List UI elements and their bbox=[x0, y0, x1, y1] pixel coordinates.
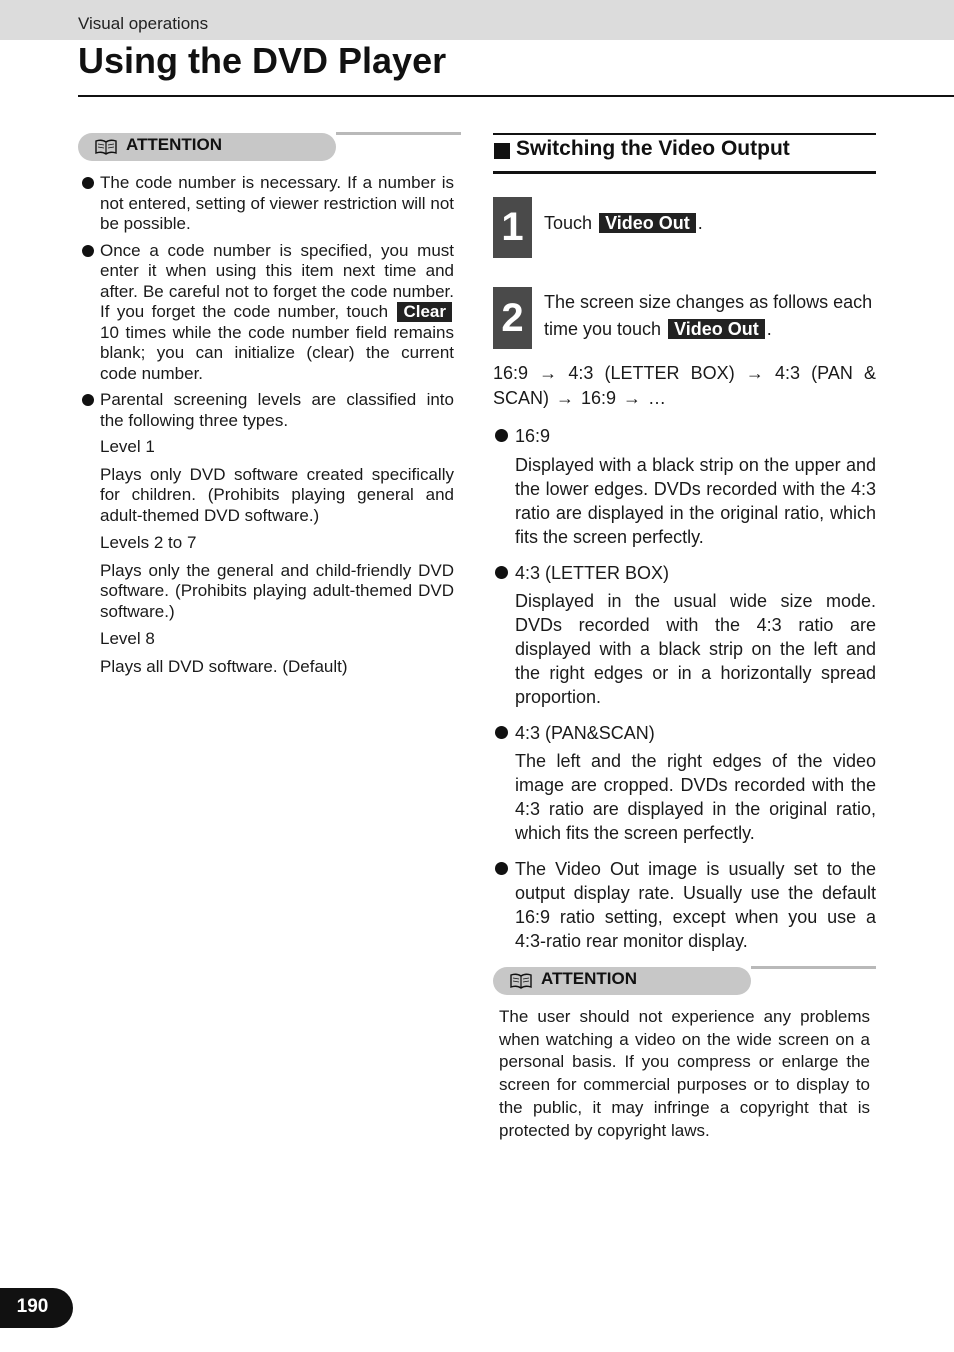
list-item bbox=[78, 173, 454, 235]
bullet-text: Parental screening levels are classified into the following three types. bbox=[100, 390, 454, 430]
section-name: Visual operations bbox=[78, 14, 209, 33]
step-2-text bbox=[544, 289, 876, 343]
book-icon bbox=[509, 973, 533, 989]
bullet-icon bbox=[495, 726, 508, 739]
page-number: 190 bbox=[0, 1288, 73, 1328]
mode-name: 4:3 (PAN&SCAN) bbox=[515, 723, 655, 743]
note-text: The Video Out image is usually set to the output display rate. Usually use the default 16:9 ratio setting, except when you use a 4:3-ratio rear monitor display. bbox=[515, 859, 876, 951]
bullet-icon bbox=[82, 394, 94, 406]
square-icon bbox=[494, 143, 510, 159]
title-divider bbox=[78, 95, 954, 97]
level-name: Levels 2 to 7 bbox=[100, 533, 197, 552]
book-icon bbox=[94, 139, 118, 155]
mode-description: Displayed in the usual wide size mode. DVDs recorded with the 4:3 ratio are displayed with a black strip on the left and the right edges or in a horizontally spread proportion. bbox=[515, 591, 876, 707]
list-item bbox=[493, 424, 876, 448]
list-item bbox=[493, 857, 876, 953]
level-description: Plays only DVD software created specifically for children. (Prohibits playing general and adult-themed DVD software.) bbox=[100, 464, 454, 525]
attention-left-body bbox=[78, 173, 454, 684]
video-out-key: Video Out bbox=[599, 213, 696, 233]
step-2-label: The screen size changes as follows each time you touch bbox=[544, 292, 873, 339]
mode-name: 16:9 bbox=[515, 426, 551, 446]
mode-description: The left and the right edges of the video image are cropped. DVDs recorded with the 4:3 ratio are displayed in the original ratio, which fits the screen perfectly. bbox=[515, 751, 876, 843]
bullet-icon bbox=[495, 566, 508, 579]
bullet-icon bbox=[495, 862, 508, 875]
attention-label: ATTENTION bbox=[541, 969, 638, 988]
step-1-text bbox=[544, 210, 876, 237]
step-1-label: Touch bbox=[544, 213, 593, 233]
attention-right-text: The user should not experience any problems when watching a video on the wide screen on a personal basis. If you compress or enlarge the screen for commercial purposes or to display to the public, it may infringe a copyright that is protected by copyright laws. bbox=[499, 1007, 870, 1140]
bullet-text: The code number is necessary. If a number is not entered, setting of viewer restriction will not be possible. bbox=[100, 173, 454, 233]
step-number-2: 2 bbox=[493, 287, 532, 349]
section-heading-text: Switching the Video Output bbox=[516, 137, 790, 160]
bullet-text: Once a code number is specified, you must enter it when using this item next time and after. Be careful not to forget the code number. If you forget the code number, touch bbox=[100, 240, 454, 321]
attention-rule bbox=[751, 966, 876, 969]
step-1-end: . bbox=[697, 213, 703, 233]
mode-name: 4:3 (LETTER BOX) bbox=[515, 563, 670, 583]
list-item bbox=[493, 721, 876, 745]
size-sequence: 16:9 → 4:3 (LETTER BOX) → 4:3 (PAN & SCAN) → 16:9 → … bbox=[493, 363, 876, 408]
bullet-icon bbox=[82, 245, 94, 257]
attention-header-right bbox=[493, 966, 876, 996]
mode-description: Displayed with a black strip on the upper and the lower edges. DVDs recorded with the 4:3 ratio are displayed in the original ratio, which fits the screen perfectly. bbox=[515, 455, 876, 547]
list-item bbox=[493, 561, 876, 585]
clear-key: Clear bbox=[397, 302, 452, 322]
bullet-text: 10 times while the code number field remains blank; you can initialize (clear) the current code number. bbox=[100, 322, 454, 383]
level-name: Level 1 bbox=[100, 437, 155, 456]
attention-rule bbox=[336, 132, 461, 135]
list-item bbox=[78, 390, 454, 431]
level-description: Plays all DVD software. (Default) bbox=[100, 656, 348, 676]
video-out-key: Video Out bbox=[668, 319, 765, 339]
page-title: Using the DVD Player bbox=[78, 40, 447, 81]
bullet-icon bbox=[495, 429, 508, 442]
section-heading bbox=[493, 133, 876, 174]
step-2-end: . bbox=[766, 319, 772, 339]
attention-header-left bbox=[78, 132, 461, 162]
attention-label: ATTENTION bbox=[126, 135, 223, 154]
list-item bbox=[78, 241, 454, 385]
step-number-1: 1 bbox=[493, 197, 532, 258]
video-output-body bbox=[493, 361, 876, 953]
level-name: Level 8 bbox=[100, 629, 155, 648]
bullet-icon bbox=[82, 177, 94, 189]
level-description: Plays only the general and child-friendly DVD software. (Prohibits playing adult-themed DVD software.) bbox=[100, 560, 454, 621]
